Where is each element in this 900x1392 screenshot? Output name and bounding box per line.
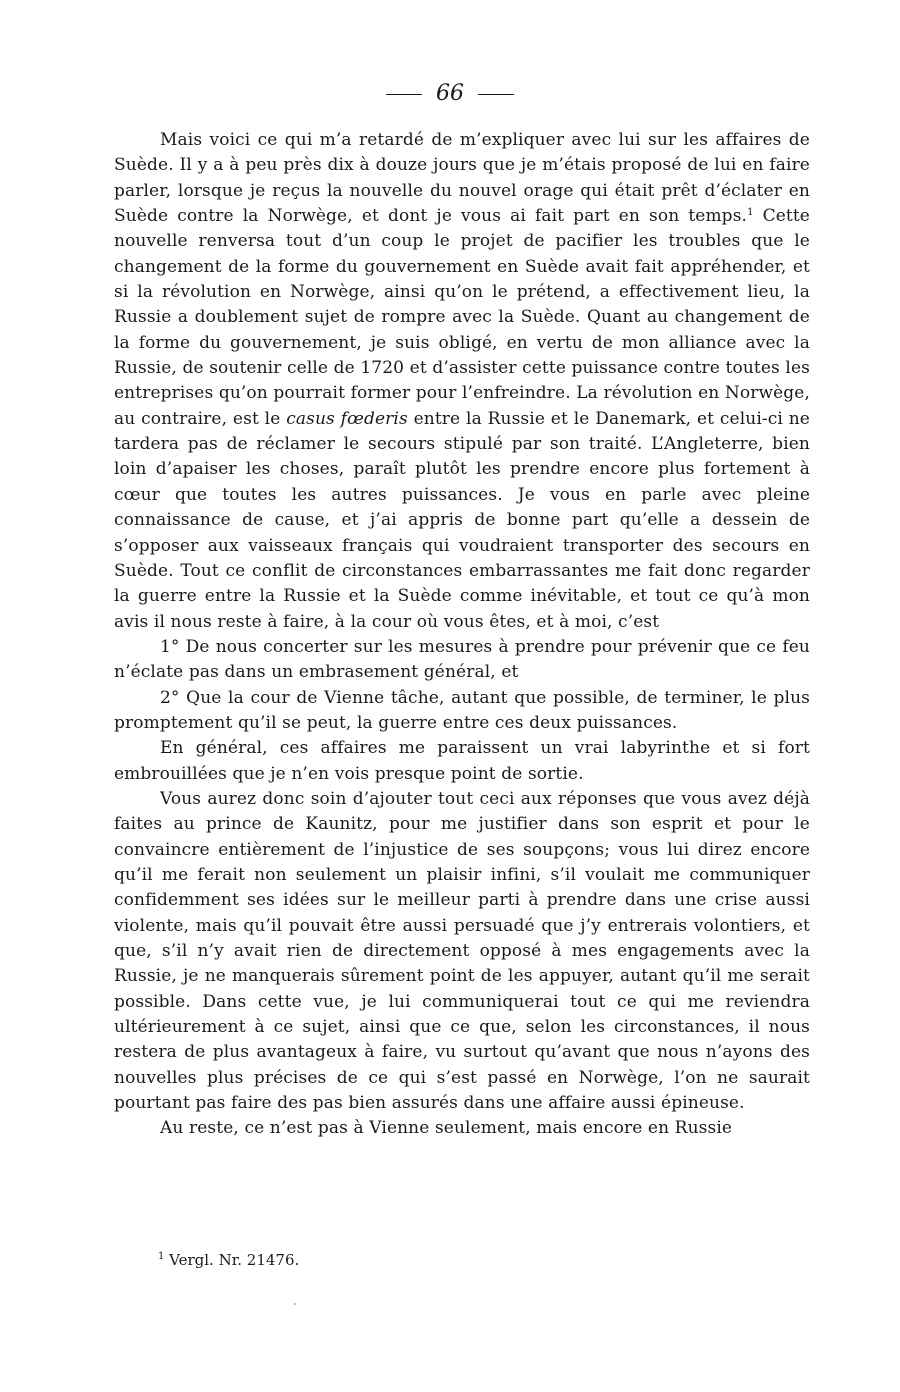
paper-speck	[294, 1303, 296, 1305]
paragraph-1-text-b: Cette nouvelle renversa tout d’un coup le projet de pacifier les troubles que le changement de la forme du gouvernement en Suède avait fait appréhender, et si la révolution en Norwège, ainsi qu’on le prétend, a effectivement lieu, la Russie a doublement sujet de rompre avec la Suède. Quant au changement de la forme du gouvernement, je suis obligé, en vertu de mon alliance avec la Russie, de soutenir celle de 1720 et d’assister cette puissance contre toutes les entreprises qu’on pourrait former pour l’enfreindre. La révolution en Norwège, au contraire, est le	[114, 206, 810, 429]
body-text	[114, 128, 810, 1142]
paragraph-1	[114, 128, 810, 635]
footnote-text: Vergl. Nr. 21476.	[169, 1251, 300, 1269]
latin-term: casus fœderis	[286, 408, 408, 429]
header-dash-left	[386, 94, 422, 95]
paragraph-3: 2° Que la cour de Vienne tâche, autant que possible, de terminer, le plus promptement qu’il se peut, la guerre entre ces deux puissances.	[114, 687, 810, 733]
paragraph-1-text-c: entre la Russie et le Danemark, et celui-ci ne tardera pas de réclamer le secours stipulé par son traité. L’Angleterre, bien loin d’apaiser les choses, paraît plutôt les prendre encore plus fortement à cœur que toutes les autres puissances. Je vous en parle avec pleine connaissance de cause, et j’ai appris de bonne part qu’elle a dessein de s’opposer aux vaisseaux français qui voudraient transporter des secours en Suède. Tout ce conflit de circonstances embarrassantes me fait donc regarder la guerre entre la Russie et la Suède comme inévitable, et tout ce qu’à mon avis il nous reste à faire, à la cour où vous êtes, et à moi, c’est	[114, 408, 810, 632]
paragraph-2: 1° De nous concerter sur les mesures à prendre pour prévenir que ce feu n’éclate pas dans un embrasement général, et	[114, 636, 810, 683]
paragraph-1-text-a: Mais voici ce qui m’a retardé de m’expliquer avec lui sur les affaires de Suède. Il y a à peu près dix à douze jours que je m’étais proposé de lui en faire parler, lorsque je reçus la nouvelle du nouvel orage qui était prêt d’éclater en Suède contre la Norwège, et dont je vous ai fait part en son temps.	[114, 130, 810, 227]
header-dash-right	[478, 94, 514, 95]
footnote-reference: 1	[747, 207, 754, 219]
paragraph-4: En général, ces affaires me paraissent un vrai labyrinthe et si fort embrouillées que je n’en vois presque point de sortie.	[114, 738, 810, 784]
paragraph-6: Au reste, ce n’est pas à Vienne seulement, mais encore en Russie	[160, 1118, 733, 1139]
footnote-marker: 1	[158, 1251, 165, 1262]
page-number: 66	[436, 81, 464, 106]
paragraph-5: Vous aurez donc soin d’ajouter tout ceci aux réponses que vous avez déjà faites au prince de Kaunitz, pour me justifier dans son esprit et pour le convaincre entièrement de l’injustice de ses soupçons; vous lui direz encore qu’il me ferait non seulement un plaisir infini, s’il voulait me communiquer confidemment ses idées sur le meilleur parti à prendre dans une crise aussi violente, mais qu’il pouvait être aussi persuadé que j’y entrerais volontiers, et que, s’il n’y avait rien de directement opposé à mes engagements avec la Russie, je ne manquerais sûrement point de les appuyer, autant qu’il me serait possible. Dans cette vue, je lui communiquerai tout ce qui me reviendra ultérieurement à ce sujet, ainsi que ce que, selon les circonstances, il nous restera de plus avantageux à faire, vu surtout qu’avant que nous n’ayons des nouvelles plus précises de ce qui s’est passé en Norwège, l’on ne saurait pourtant pas faire des pas bien assurés dans une affaire aussi épineuse.	[114, 788, 810, 1114]
page-header	[0, 80, 900, 108]
footnote	[158, 1250, 299, 1270]
